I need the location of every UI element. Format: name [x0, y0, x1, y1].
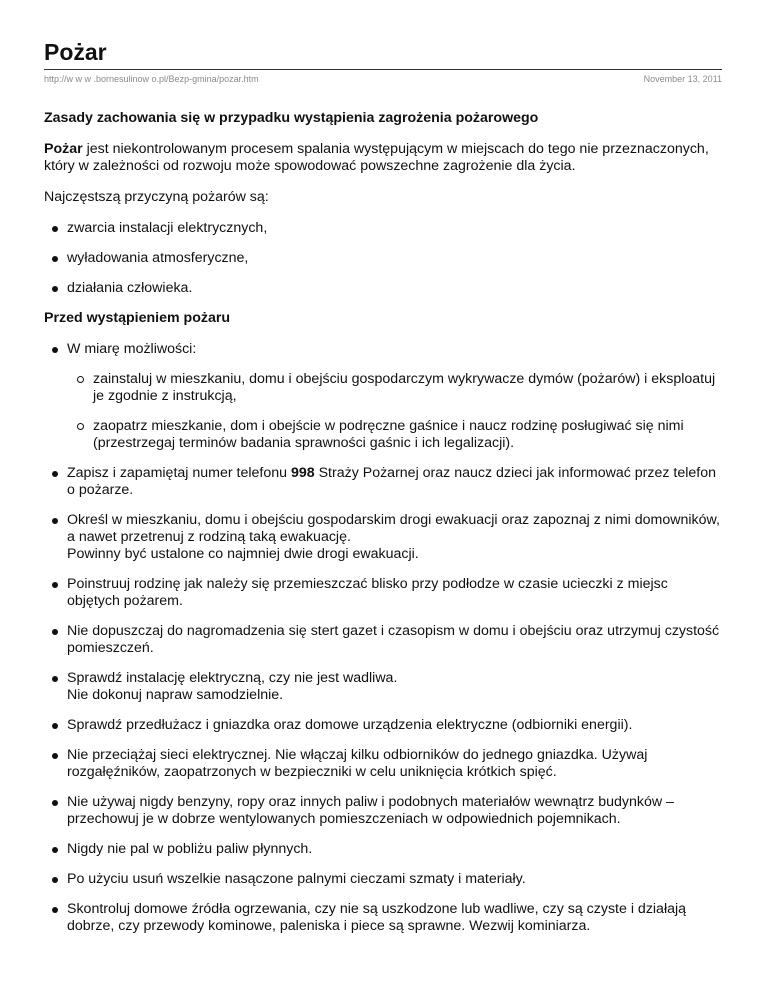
- list-item-label: W miarę możliwości:: [67, 341, 197, 357]
- sub-list: [67, 371, 724, 452]
- list-item: Po użyciu usuń wszelkie nasączone palnymi cieczami szmaty i materiały.: [44, 871, 724, 888]
- list-item: [44, 512, 724, 563]
- source-url: http://w w w .bornesulinow o.pl/Bezp-gmina/pozar.htm: [44, 74, 259, 84]
- list-item-text: Nie dokonuj napraw samodzielnie.: [67, 687, 284, 703]
- list-item: Nigdy nie pal w pobliżu paliw płynnych.: [44, 841, 724, 858]
- list-item: [44, 670, 724, 704]
- list-item: Poinstruuj rodzinę jak należy się przemieszczać blisko przy podłodze w czasie ucieczki z miejsc objętych pożarem.: [44, 576, 724, 610]
- list-item: działania człowieka.: [44, 280, 724, 297]
- sub-list-item: zainstaluj w mieszkaniu, domu i obejściu gospodarczym wykrywacze dymów (pożarów) i eksploatuj je zgodnie z instrukcją,: [67, 371, 724, 405]
- list-item-text: Zapisz i zapamiętaj numer telefonu: [67, 465, 291, 481]
- intro-text: jest niekontrolowanym procesem spalania występującym w miejscach do tego nie przeznaczonych, który w zależności od rozwoju może spowodować powszechne zagrożenie dla życia.: [44, 141, 709, 174]
- list-item: Nie używaj nigdy benzyny, ropy oraz innych paliw i podobnych materiałów wewnątrz budynków – przechowuj je w dobrze wentylowanych pomieszczeniach w odpowiednich pojemnikach.: [44, 794, 724, 828]
- list-item-text: Określ w mieszkaniu, domu i obejściu gospodarskim drogi ewakuacji oraz zapoznaj z nimi domowników, a nawet przetrenuj z rodziną taką ewakuację.: [67, 512, 720, 545]
- list-item: Skontroluj domowe źródła ogrzewania, czy nie są uszkodzone lub wadliwe, czy są czyste i działają dobrze, czy przewody kominowe, paleniska i piece są sprawne. Wezwij kominiarza.: [44, 901, 724, 935]
- list-item: wyładowania atmosferyczne,: [44, 250, 724, 267]
- causes-label: Najczęstszą przyczyną pożarów są:: [44, 189, 269, 205]
- page-title: Pożar: [44, 39, 107, 65]
- section-heading: Przed wystąpieniem pożaru: [44, 310, 231, 326]
- sub-list-item: zaopatrz mieszkanie, dom i obejście w podręczne gaśnice i naucz rodzinę posługiwać się nimi (przestrzegaj terminów badania sprawności gaśnic i ich legalizacji).: [67, 418, 724, 452]
- article-heading: Zasady zachowania się w przypadku wystąpienia zagrożenia pożarowego: [44, 110, 539, 126]
- list-item: Sprawdź przedłużacz i gniazdka oraz domowe urządzenia elektryczne (odbiorniki energii).: [44, 717, 724, 734]
- list-item: Nie przeciążaj sieci elektrycznej. Nie włączaj kilku odbiorników do jednego gniazdka. Używaj rozgałęźników, zaopatrzonych w bezpieczniki w celu uniknięcia krótkich spięć.: [44, 747, 724, 781]
- list-item-text: Powinny być ustalone co najmniej dwie drogi ewakuacji.: [67, 546, 419, 562]
- list-item: Nie dopuszczaj do nagromadzenia się stert gazet i czasopism w domu i obejściu oraz utrzymuj czystość pomieszczeń.: [44, 623, 724, 657]
- print-date: November 13, 2011: [643, 74, 722, 84]
- list-item: zwarcia instalacji elektrycznych,: [44, 220, 724, 237]
- article-body: [44, 110, 724, 948]
- prevention-list: [44, 341, 724, 935]
- emergency-number: 998: [290, 465, 315, 481]
- intro-paragraph: [44, 141, 724, 175]
- list-item-text: Sprawdź instalację elektryczną, czy nie jest wadliwa.: [67, 670, 398, 686]
- list-item-text: Straży Pożarnej oraz naucz dzieci jak informować przez telefon o pożarze.: [67, 465, 717, 498]
- list-item: [44, 465, 724, 499]
- causes-list: [44, 220, 724, 297]
- list-item: [44, 341, 724, 452]
- intro-bold-term: Pożar: [44, 141, 83, 157]
- title-divider: [44, 69, 722, 70]
